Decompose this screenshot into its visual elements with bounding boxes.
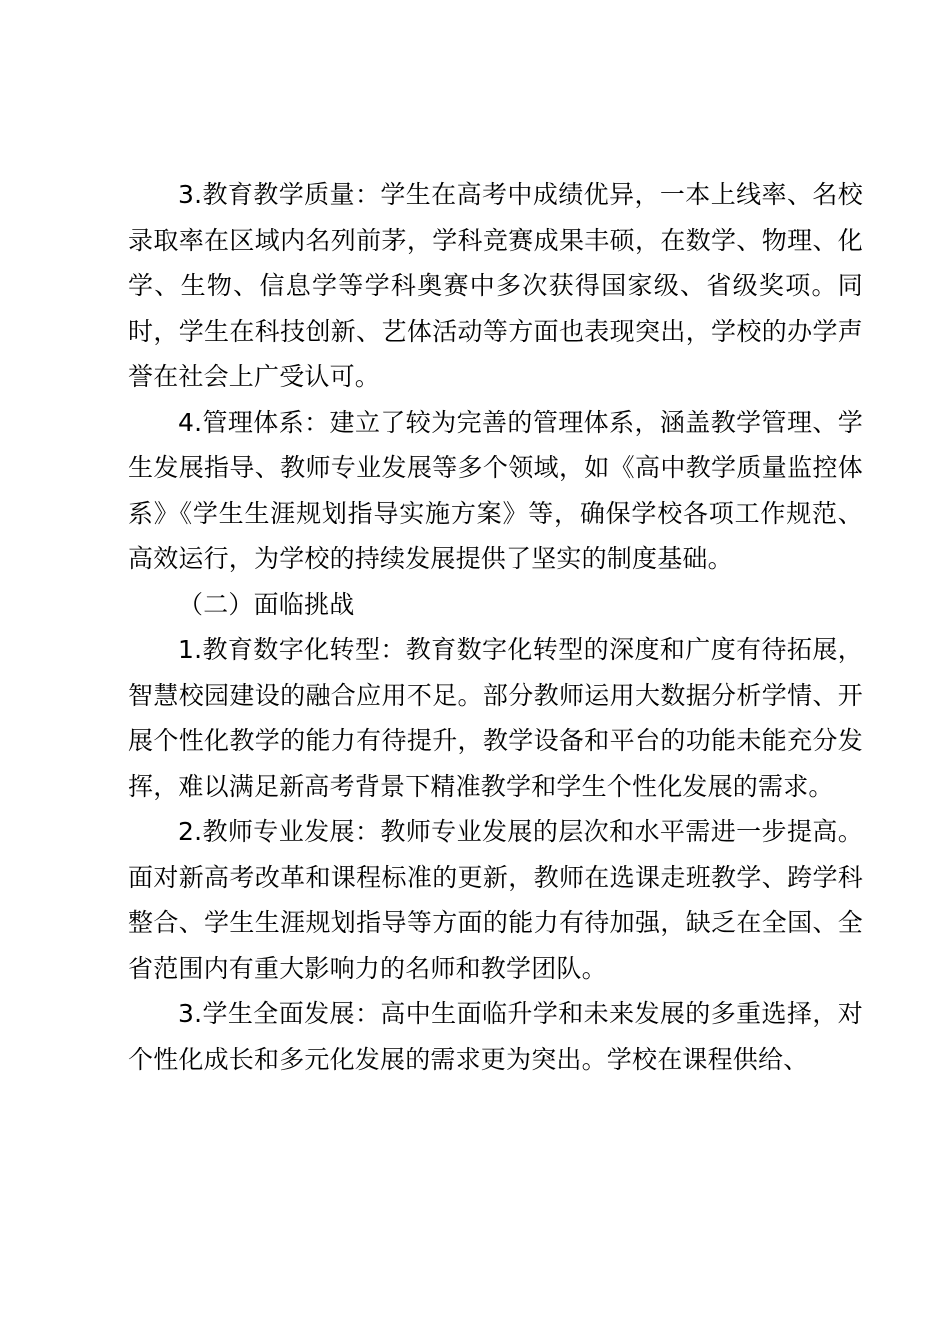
paragraph-teacher-development: 2.教师专业发展：教师专业发展的层次和水平需进一步提高。面对新高考改革和课程标准的更新，教师在选课走班教学、跨学科整合、学生生涯规划指导等方面的能力有待加强，缺乏在全国、全省范围内有重大影响力的名师和教学团队。 xyxy=(128,817,863,983)
paragraph-student-development: 3.学生全面发展：高中生面临升学和未来发展的多重选择，对个性化成长和多元化发展的需求更为突出。学校在课程供给、 xyxy=(128,999,863,1074)
paragraph-management-system: 4.管理体系：建立了较为完善的管理体系，涵盖教学管理、学生发展指导、教师专业发展等多个领域，如《高中教学质量监控体系》《学生生涯规划指导实施方案》等，确保学校各项工作规范、高效运行，为学校的持续发展提供了坚实的制度基础。 xyxy=(128,407,863,573)
document-body xyxy=(128,172,863,1082)
section-heading-challenges: （二）面临挑战 xyxy=(178,589,355,619)
paragraph-teaching-quality: 3.教育教学质量：学生在高考中成绩优异，一本上线率、名校录取率在区域内名列前茅，学科竞赛成果丰硕，在数学、物理、化学、生物、信息学等学科奥赛中多次获得国家级、省级奖项。同时，学生在科技创新、艺体活动等方面也表现突出，学校的办学声誉在社会上广受认可。 xyxy=(128,180,863,391)
paragraph-digital-transformation: 1.教育数字化转型：教育数字化转型的深度和广度有待拓展，智慧校园建设的融合应用不足。部分教师运用大数据分析学情、开展个性化教学的能力有待提升，教学设备和平台的功能未能充分发挥，难以满足新高考背景下精准教学和学生个性化发展的需求。 xyxy=(128,635,863,801)
